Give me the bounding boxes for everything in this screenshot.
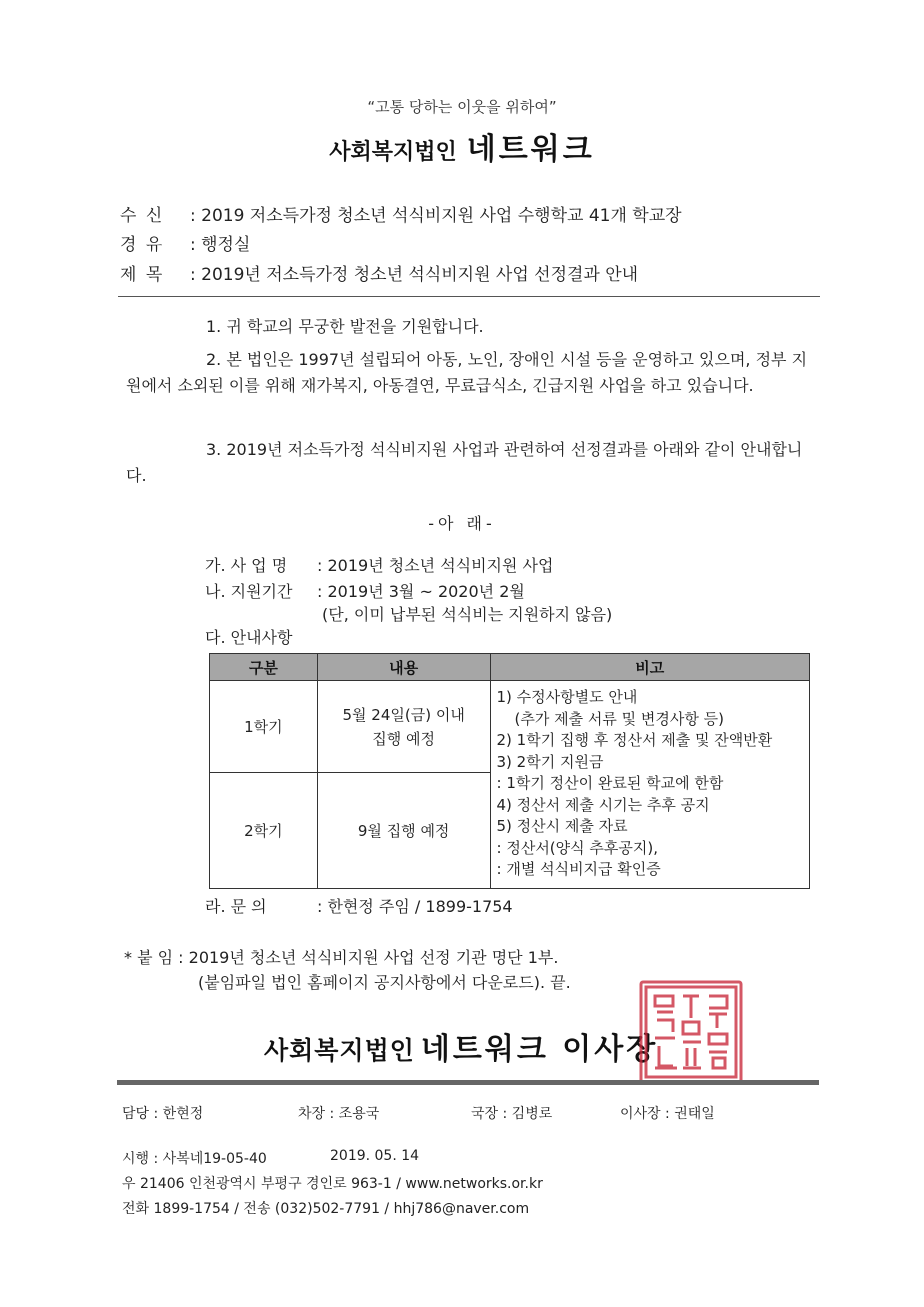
table-row <box>210 681 810 773</box>
note-line: 5) 정산시 제출 자료 <box>496 817 628 835</box>
issue-date: 2019. 05. 14 <box>330 1148 420 1164</box>
address-line: 우 21406 인천광역시 부평구 경인로 963-1 / www.networks.or.kr <box>122 1176 543 1192</box>
note-line: : 개별 석식비지급 확인증 <box>496 860 661 878</box>
item-guide-label: 다. 안내사항 <box>205 628 293 647</box>
document-number: 시행 : 사복네19-05-40 <box>122 1151 267 1167</box>
staff-name: : 김병로 <box>502 1106 553 1122</box>
note-line: 2) 1학기 집행 후 정산서 제출 및 잔액반환 <box>496 731 773 749</box>
note-line: : 정산서(양식 추후공지), <box>496 838 658 857</box>
contact-value: : 한현정 주임 / 1899-1754 <box>317 897 513 916</box>
paragraph-2: 2. 본 법인은 1997년 설립되어 아동, 노인, 장애인 시설 등을 운영하고 있으며, 정부 지원에서 소외된 이를 위해 재가복지, 아동결연, 무료급식소, 긴급지원 사업을 하고 있습니다. <box>126 350 808 395</box>
signature-name: 네트워크 이사장 <box>420 1032 659 1067</box>
attachment-note: (붙임파일 법인 홈페이지 공지사항에서 다운로드). 끝. <box>198 973 571 992</box>
staff-entry <box>620 1103 715 1123</box>
organization-title <box>0 124 924 168</box>
table-header-cell: 내용 <box>317 654 490 681</box>
item-period-value: : 2019년 3월 ~ 2020년 2월 <box>317 582 525 601</box>
below-heading: -아 래- <box>428 514 496 533</box>
staff-role: 이사장 <box>620 1106 661 1122</box>
note-line: 1) 수정사항별도 안내 <box>496 688 638 706</box>
item-support-period <box>205 579 525 602</box>
term-cell: 2학기 <box>210 773 318 889</box>
recipient-value: : 2019 저소득가정 청소년 석식비지원 사업 수행학교 41개 학교장 <box>190 206 682 226</box>
staff-role: 국장 <box>471 1106 499 1122</box>
via-line <box>120 230 250 255</box>
signature-prefix: 사회복지법인 <box>264 1036 415 1065</box>
recipient-key: 수 신 <box>120 206 165 226</box>
item-project-name <box>205 553 553 576</box>
staff-role: 차장 <box>298 1106 326 1122</box>
item-period-note: (단, 이미 납부된 석식비는 지원하지 않음) <box>322 605 613 624</box>
contact-label: 라. 문 의 <box>205 897 267 916</box>
guide-table <box>209 653 810 889</box>
content-cell <box>317 681 490 773</box>
signature <box>264 1024 658 1068</box>
motto: “고통 당하는 이웃을 위하여” <box>367 98 557 116</box>
table-header-cell: 비고 <box>490 654 809 681</box>
staff-entry <box>471 1103 552 1123</box>
item-period-label: 나. 지원기간 <box>205 582 293 601</box>
org-name: 네트워크 <box>466 132 595 167</box>
table-header-cell: 구분 <box>210 654 318 681</box>
header-divider <box>118 296 820 297</box>
note-line: (추가 제출 서류 및 변경사항 등) <box>514 709 724 728</box>
staff-name: : 권태일 <box>665 1106 715 1122</box>
attachment-line: * 붙 임 : 2019년 청소년 석식비지원 사업 선정 기관 명단 1부. <box>124 948 559 967</box>
note-line: 3) 2학기 지원금 <box>496 752 604 771</box>
recipient-line <box>120 201 682 226</box>
org-prefix: 사회복지법인 <box>329 140 457 165</box>
contact-line <box>205 894 513 917</box>
item-project-label: 가. 사 업 명 <box>205 556 288 575</box>
note-line: : 1학기 정산이 완료된 학교에 한함 <box>496 774 724 792</box>
term-cell: 1학기 <box>210 681 318 773</box>
phone-line: 전화 1899-1754 / 전송 (032)502-7791 / hhj786@naver.com <box>122 1201 530 1217</box>
item-project-value: : 2019년 청소년 석식비지원 사업 <box>317 556 554 575</box>
staff-name: : 조용국 <box>329 1106 380 1122</box>
via-value: : 행정실 <box>190 235 251 255</box>
note-line: 4) 정산서 제출 시기는 추후 공지 <box>496 795 710 814</box>
paragraph-1: 1. 귀 학교의 무궁한 발전을 기원합니다. <box>206 317 484 336</box>
notes-cell <box>490 681 809 889</box>
staff-role: 담당 <box>122 1106 150 1122</box>
content-line: 집행 예정 <box>372 729 436 748</box>
staff-entry <box>298 1103 379 1123</box>
footer-divider <box>117 1080 819 1085</box>
via-key: 경 유 <box>120 235 165 255</box>
table-header-row <box>210 654 810 681</box>
subject-key: 제 목 <box>120 265 165 285</box>
subject-value: : 2019년 저소득가정 청소년 석식비지원 사업 선정결과 안내 <box>190 265 639 285</box>
official-seal-icon <box>637 978 745 1086</box>
content-line: 5월 24일(금) 이내 <box>342 705 465 724</box>
staff-name: : 한현정 <box>153 1106 204 1122</box>
staff-entry <box>122 1103 203 1123</box>
subject-line <box>120 260 638 285</box>
content-cell: 9월 집행 예정 <box>317 773 490 889</box>
paragraph-3: 3. 2019년 저소득가정 석식비지원 사업과 관련하여 선정결과를 아래와 같이 안내합니다. <box>126 440 803 485</box>
